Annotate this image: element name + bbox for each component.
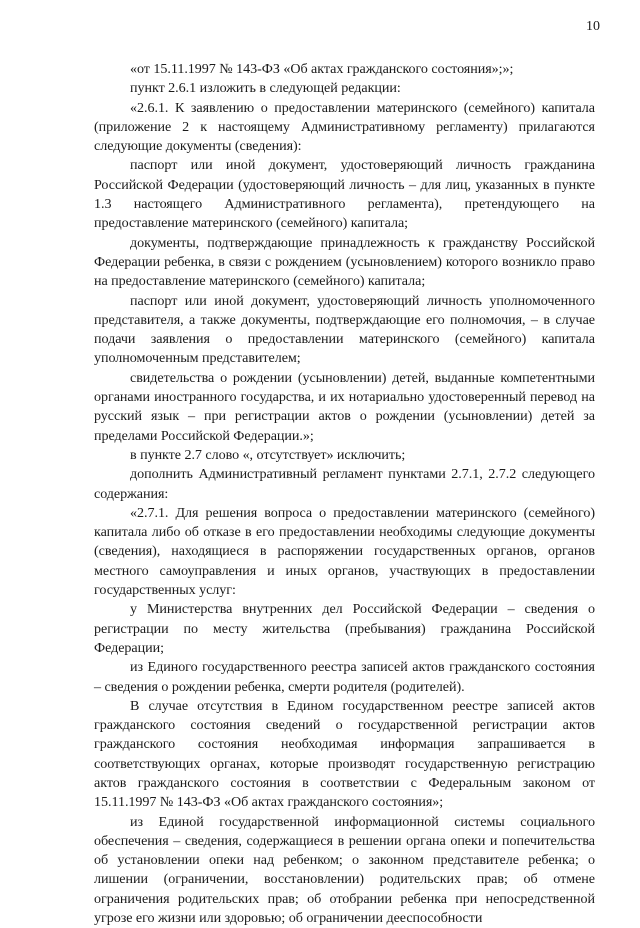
paragraph: документы, подтверждающие принадлежность к гражданству Российской Федерации ребенка, в связи с рождением (усыновлением) которого возникло право на предоставление материнского (семейного) капитала; (94, 234, 595, 290)
page-number: 10 (586, 19, 600, 34)
paragraph: из Единого государственного реестра записей актов гражданского состояния – сведения о рождении ребенка, смерти родителя (родителей). (94, 659, 595, 695)
paragraph: «от 15.11.1997 № 143-ФЗ «Об актах гражданского состояния»;»; (130, 61, 514, 77)
paragraph: дополнить Административный регламент пунктами 2.7.1, 2.7.2 следующего содержания: (94, 466, 595, 502)
paragraph: «2.7.1. Для решения вопроса о предоставлении материнского (семейного) капитала либо об отказе в его предоставлении необходимы следующие документы (сведения), находящиеся в распоряжении государственных органов, органов местного самоуправления и иных органов, участвующих в предоставлении государственных услуг: (94, 504, 595, 599)
paragraph: В случае отсутствия в Едином государственном реестре записей актов гражданского состояния сведений о государственной регистрации актов гражданского состояния необходимая информация запрашивается в соответствующих органах, которые производят государственную регистрацию актов гражданского состояния в соответствии с Федеральным законом от 15.11.1997 № 143-ФЗ «Об актах гражданского состояния»; (94, 697, 595, 811)
paragraph: из Единой государственной информационной системы социального обеспечения – сведения, содержащиеся в решении органа опеки и попечительства об установлении опеки над ребенком; о законном представителе ребенка; о лишении (ограничении, восстановлении) родительских прав; об отмене ограничения родительских прав; об отобрании ребенка при непосредственной угрозе его жизни или здоровью; об ограничении дееспособности (94, 813, 595, 927)
paragraph: свидетельства о рождении (усыновлении) детей, выданные компетентными органами иностранного государства, и их нотариально удостоверенный перевод на русский язык – при регистрации актов о рождении (усыновлении) детей за пределами Российской Федерации.»; (94, 369, 595, 444)
paragraph: пункт 2.6.1 изложить в следующей редакции: (130, 80, 401, 97)
paragraph: «2.6.1. К заявлению о предоставлении материнского (семейного) капитала (приложение 2 к настоящему Административному регламенту) прилагаются следующие документы (сведения): (94, 99, 595, 155)
paragraph: у Министерства внутренних дел Российской Федерации – сведения о регистрации по месту жительства (пребывания) гражданина Российской Федерации; (94, 601, 595, 656)
paragraph: в пункте 2.7 слово «, отсутствует» исключить; (130, 446, 406, 463)
paragraph: паспорт или иной документ, удостоверяющий личность гражданина Российской Федерации (удостоверяющий личность – для лиц, указанных в пункте 1.3 настоящего Административного регламента), претендующего на предоставление материнского (семейного) капитала; (94, 157, 595, 232)
paragraph: паспорт или иной документ, удостоверяющий личность уполномоченного представителя, а также документы, подтверждающие его полномочия, – в случае подачи заявления о предоставлении материнского (семейного) капитала уполномоченным представителем; (94, 292, 595, 367)
document-body (94, 60, 595, 928)
